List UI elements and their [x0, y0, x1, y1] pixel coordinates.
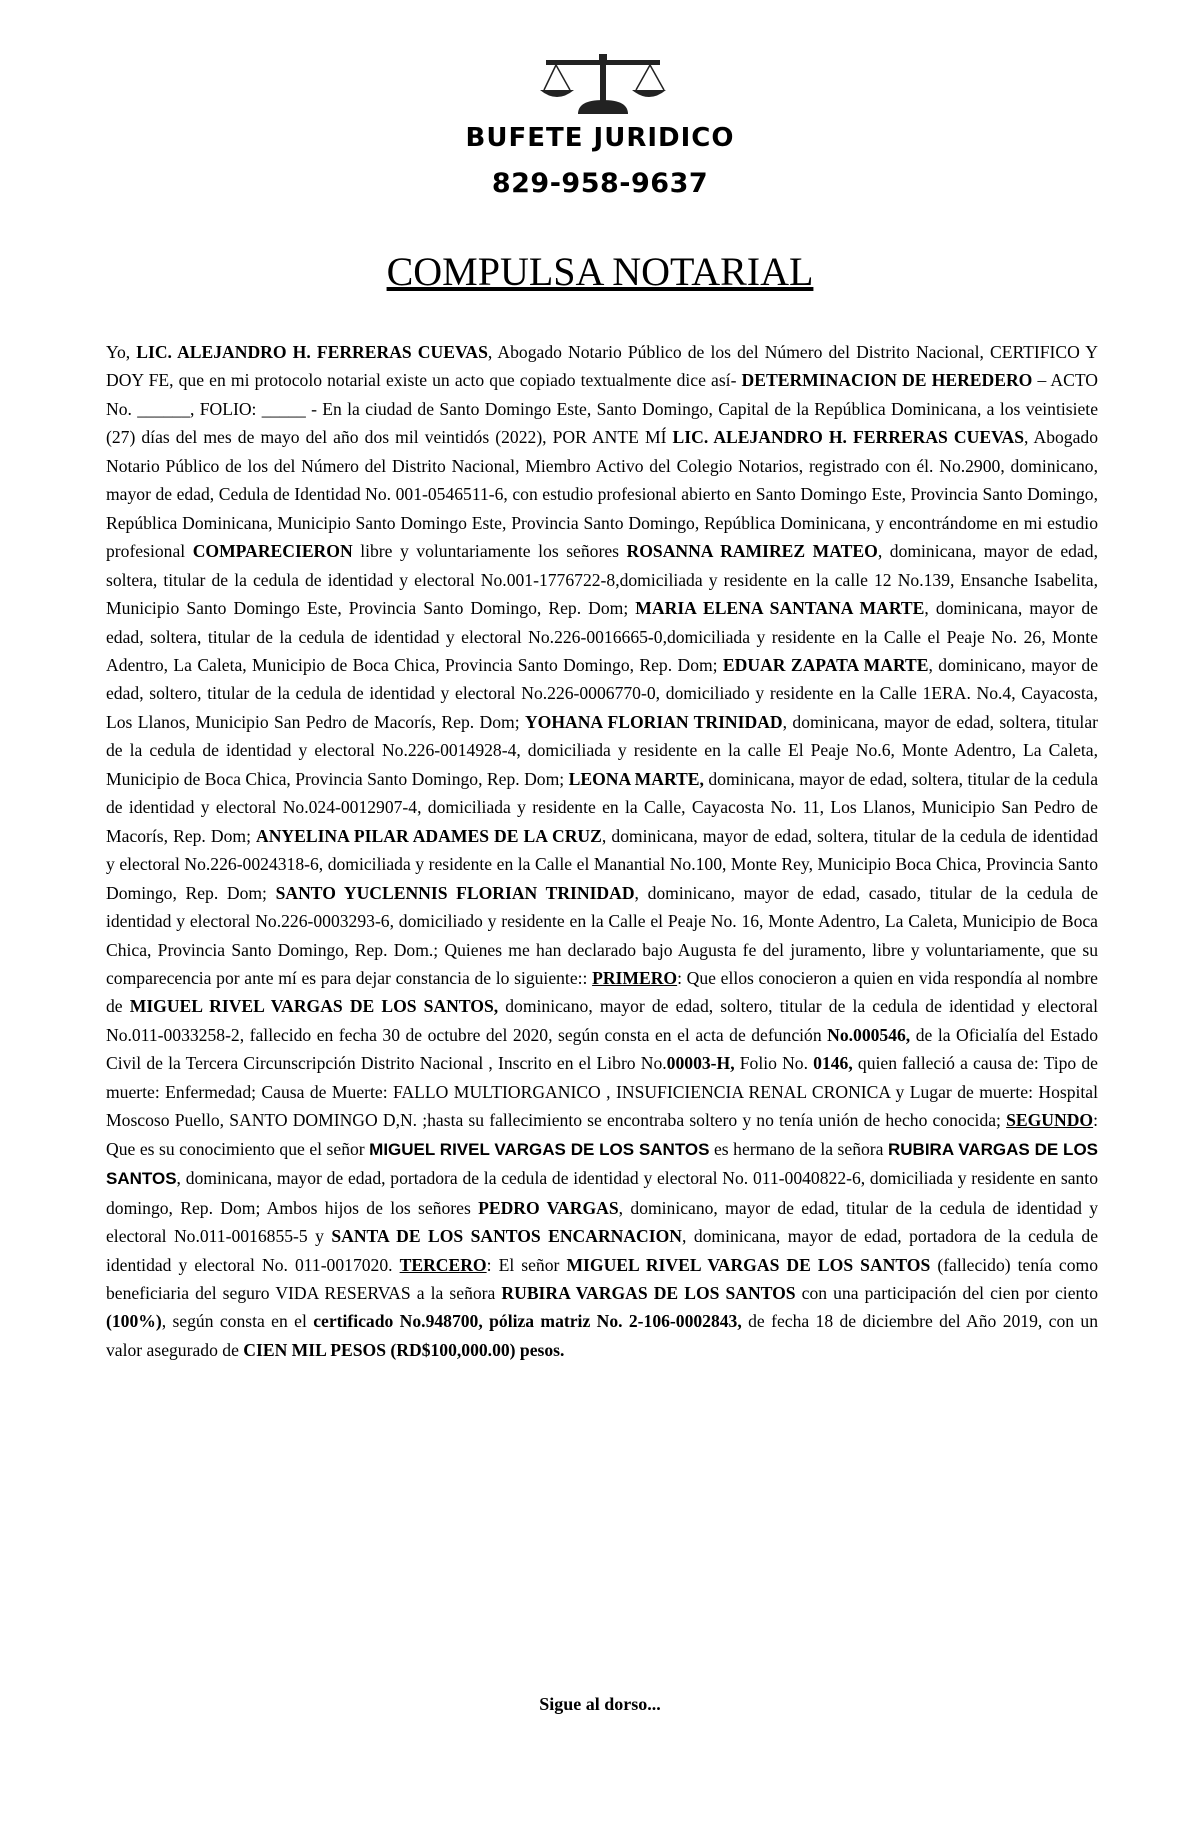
section-tercero: TERCERO	[399, 1254, 487, 1275]
notarial-body-text: Yo, LIC. ALEJANDRO H. FERRERAS CUEVAS, Abogado Notario Público de los del Número del Distrito Nacional, CERTIFICO Y DOY FE, que en mi protocolo notarial existe un acto que copiado textualmente dice así- DETERMINACION DE HEREDERO – ACTO No. ______, FOLIO: _____ - En la ciudad de Santo Domingo Este, Santo Domingo, Capital de la República Dominicana, a los veintisiete (27) días del mes de mayo del año dos mil veintidós (2022), POR ANTE MÍ LIC. ALEJANDRO H. FERRERAS CUEVAS, Abogado Notario Público de los del Número del Distrito Nacional, Miembro Activo del Colegio Notarios, registrado con él. No.2900, dominicano, mayor de edad, Cedula de Identidad No. 001-0546511-6, con estudio profesional abierto en Santo Domingo Este, Provincia Santo Domingo, República Dominicana, Municipio Santo Domingo Este, Provincia Santo Domingo, República Dominicana, y encontrándome en mi estudio profesional COMPARECIERON libre y voluntariamente los señores ROSANNA RAMIREZ MATEO, dominicana, mayor de edad, soltera, titular de la cedula de identidad y electoral No.001-1776722-8,domiciliada y residente en la calle 12 No.139, Ensanche Isabelita, Municipio Santo Domingo Este, Provincia Santo Domingo, Rep. Dom; MARIA ELENA SANTANA MARTE, dominicana, mayor de edad, soltera, titular de la cedula de identidad y electoral No.226-0016665-0,domiciliada y residente en la Calle el Peaje No. 26, Monte Adentro, La Caleta, Municipio de Boca Chica, Provincia Santo Domingo, Rep. Dom; EDUAR ZAPATA MARTE, dominicano, mayor de edad, soltero, titular de la cedula de identidad y electoral No.226-0006770-0, domiciliado y residente en la Calle 1ERA. No.4, Cayacosta, Los Llanos, Municipio San Pedro de Macorís, Rep. Dom; YOHANA FLORIAN TRINIDAD, dominicana, mayor de edad, soltera, titular de la cedula de identidad y electoral No.226-0014928-4, domiciliada y residente en la calle El Peaje No.6, Monte Adentro, La Caleta, Municipio de Boca Chica, Provincia Santo Domingo, Rep. Dom; LEONA MARTE, dominicana, mayor de edad, soltera, titular de la cedula de identidad y electoral No.024-0012907-4, domiciliada y residente en la Calle, Cayacosta No. 11, Los Llanos, Municipio San Pedro de Macorís, Rep. Dom; ANYELINA PILAR ADAMES DE LA CRUZ, dominicana, mayor de edad, soltera, titular de la cedula de identidad y electoral No.226-0024318-6, domiciliada y residente en la Calle el Manantial No.100, Monte Rey, Municipio Boca Chica, Provincia Santo Domingo, Rep. Dom; SANTO YUCLENNIS FLORIAN TRINIDAD, dominicano, mayor de edad, casado, titular de la cedula de identidad y electoral No.226-0003293-6, domiciliado y residente en la Calle el Peaje No. 16, Monte Adentro, La Caleta, Municipio de Boca Chica, Provincia Santo Domingo, Rep. Dom.; Quienes me han declarado bajo Augusta fe del juramento, libre y voluntariamente, que su comparecencia por ante mí es para dejar constancia de lo siguiente:: PRIMERO: Que ellos conocieron a quien en vida respondía al nombre de MIGUEL RIVEL VARGAS DE LOS SANTOS, dominicano, mayor de edad, soltero, titular de la cedula de identidad y electoral No.011-0033258-2, fallecido en fecha 30 de octubre del 2020, según consta en el acta de defunción No.000546, de la Oficialía del Estado Civil de la Tercera Circunscripción Distrito Nacional , Inscrito en el Libro No.00003-H, Folio No. 0146, quien falleció a causa de: Tipo de muerte: Enfermedad; Causa de Muerte: FALLO MULTIORGANICO , INSUFICIENCIA RENAL CRONICA y Lugar de muerte: Hospital Moscoso Puello, SANTO DOMINGO D,N. ;hasta su fallecimiento se encontraba soltero y no tenía unión de hecho conocida; SEGUNDO: Que es su conocimiento que el señor MIGUEL RIVEL VARGAS DE LOS SANTOS es hermano de la señora RUBIRA VARGAS DE LOS SANTOS, dominicana, mayor de edad, portadora de la cedula de identidad y electoral No. 011-0040822-6, domiciliada y residente en santo domingo, Rep. Dom; Ambos hijos de los señores PEDRO VARGAS, dominicano, mayor de edad, titular de la cedula de identidad y electoral No.011-0016855-5 y SANTA DE LOS SANTOS ENCARNACION, dominicana, mayor de edad, portadora de la cedula de identidad y electoral No. 011-0017020. TERCERO: El señor MIGUEL RIVEL VARGAS DE LOS SANTOS (fallecido) tenía como beneficiaria del seguro VIDA RESERVAS a la señora RUBIRA VARGAS DE LOS SANTOS con una participación del cien por ciento (100%), según consta en el certificado No.948700, póliza matriz No. 2-106-0002843, de fecha 18 de diciembre del Año 2019, con un valor asegurado de CIEN MIL PESOS (RD$100,000.00) pesos.	[106, 342, 1099, 1360]
firm-name: BUFETE JURIDICO	[465, 123, 735, 153]
section-primero: PRIMERO	[592, 967, 678, 988]
scales-of-justice-icon	[538, 52, 668, 114]
document-title: COMPULSA NOTARIAL	[386, 249, 814, 294]
section-segundo: SEGUNDO	[1006, 1110, 1094, 1131]
firm-phone: 829-958-9637	[491, 168, 709, 199]
continued-on-back-note: Sigue al dorso...	[539, 1694, 661, 1714]
